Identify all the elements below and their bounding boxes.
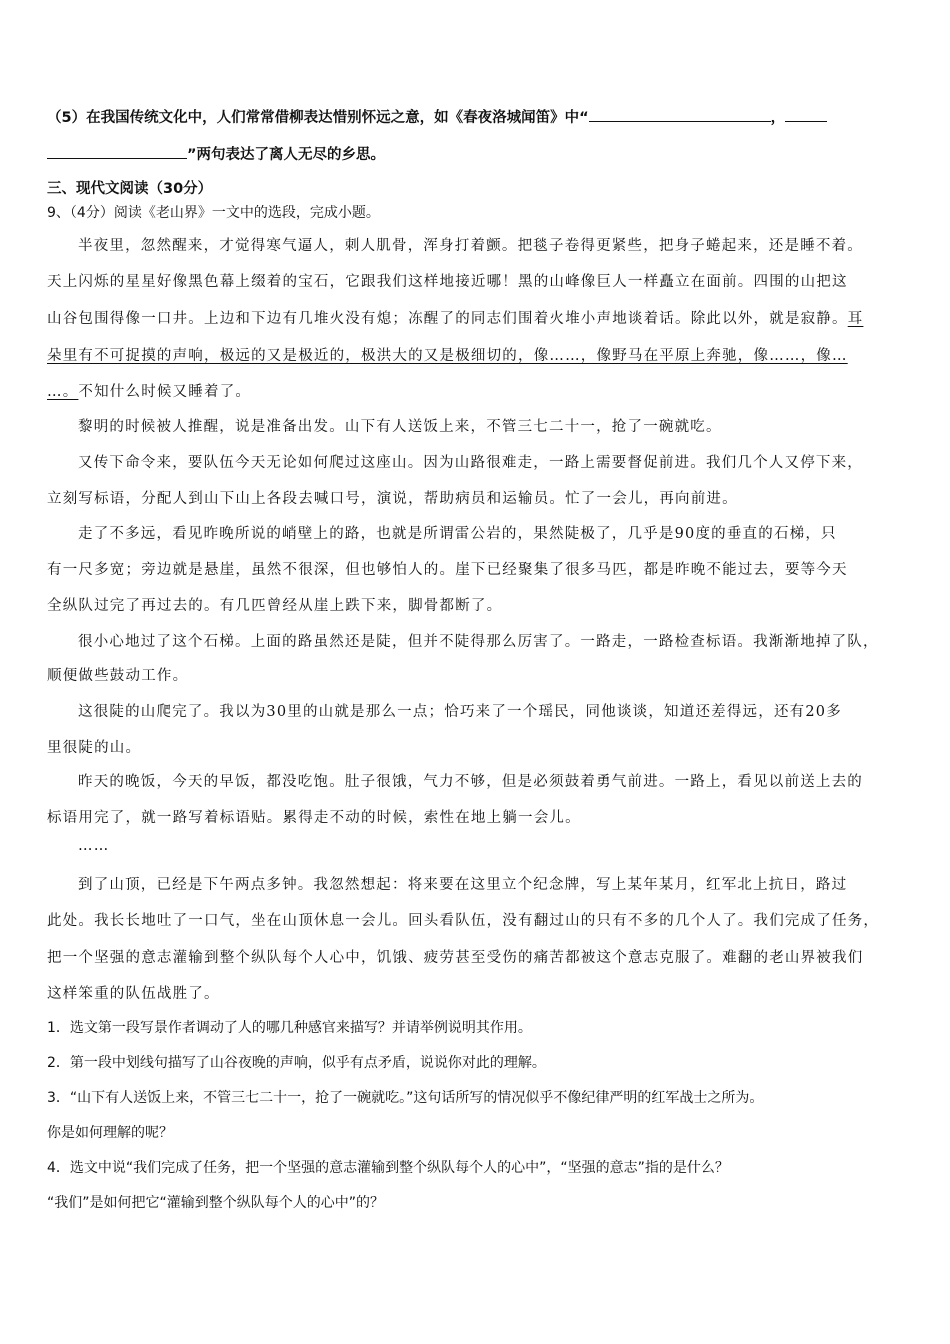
passage-line: 天上闪烁的星星好像黑色幕上缀着的宝石，它跟我们这样地接近哪！黑的山峰像巨人一样矗立在面前。四围的山把这 <box>47 274 848 290</box>
passage-line: 立刻写标语，分配人到山下山上各段去喊口号，演说，帮助病员和运输员。忙了一会儿，再向前进。 <box>47 491 738 507</box>
section-title: 三、现代文阅读（30分） <box>47 181 213 197</box>
passage-line: 顺便做些鼓动工作。 <box>47 668 189 684</box>
q5-text-part2: ”两句表达了离人无尽的乡思。 <box>187 147 386 163</box>
passage-text: 山谷包围得像一口井。上边和下边有几堆火没有熄；冻醒了的同志们围着火堆小声地谈着话。除此以外，就是寂静。 <box>47 311 848 327</box>
question-4: 4．选文中说“我们完成了任务，把一个坚强的意志灌输到整个纵队每个人的心中”，“坚强的意志”指的是什么？ <box>47 1160 729 1176</box>
passage-line: 这样笨重的队伍战胜了。 <box>47 986 220 1002</box>
passage-line <box>47 307 863 328</box>
question-1: 1．选文第一段写景作者调动了人的哪几种感官来描写？并请举例说明其作用。 <box>47 1020 532 1036</box>
passage-text: 不知什么时候又睡着了。 <box>78 384 252 400</box>
underlined-sentence: 朵里有不可捉摸的声响，极远的又是极近的，极洪大的又是极细切的，像……，像野马在平原上奔驰，像……，像… <box>47 348 848 364</box>
passage-line: 有一尺多宽；旁边就是悬崖，虽然不很深，但也够怕人的。崖下已经聚集了很多马匹，都是昨晚不能过去，要等今天 <box>47 562 848 578</box>
passage-line: 此处。我长长地吐了一口气，坐在山顶休息一会儿。回头看队伍，没有翻过山的只有不多的几个人了。我们完成了任务， <box>47 913 880 929</box>
question-2: 2．第一段中划线句描写了山谷夜晚的声响，似乎有点矛盾，说说你对此的理解。 <box>47 1055 546 1071</box>
passage-line: 黎明的时候被人推醒，说是准备出发。山下有人送饭上来，不管三七二十一，抢了一碗就吃。 <box>78 419 722 435</box>
q5-text-part1: （5）在我国传统文化中，人们常常借柳表达惜别怀远之意，如《春夜洛城闻笛》中“ <box>47 110 589 126</box>
q5-blank-1[interactable] <box>589 107 771 122</box>
passage-line: 这很陡的山爬完了。我以为30里的山就是那么一点；恰巧来了一个瑶民，同他谈谈，知道还差得远，还有20多 <box>78 704 842 720</box>
q5-line1 <box>47 106 827 127</box>
question-3-cont: 你是如何理解的呢？ <box>47 1125 173 1141</box>
passage-line: 很小心地过了这个石梯。上面的路虽然还是陡，但并不陡得那么厉害了。一路走，一路检查标语。我渐渐地掉了队， <box>78 634 879 650</box>
section-intro: 9、（4分）阅读《老山界》一文中的选段，完成小题。 <box>47 205 380 221</box>
passage-line: 里很陡的山。 <box>47 740 142 756</box>
question-4-cont: “我们”是如何把它“灌输到整个纵队每个人的心中”的？ <box>47 1195 385 1211</box>
q5-line2 <box>47 143 385 164</box>
underlined-sentence: …。 <box>47 384 79 400</box>
passage-line: 昨天的晚饭，今天的早饭，都没吃饱。肚子很饿，气力不够，但是必须鼓着勇气前进。一路上，看见以前送上去的 <box>78 774 863 790</box>
q5-blank-2-start[interactable] <box>785 107 827 122</box>
passage-line: 走了不多远，看见昨晚所说的峭壁上的路，也就是所谓雷公岩的，果然陡极了，几乎是90度的垂直的石梯，只 <box>78 526 837 542</box>
passage-line <box>47 380 251 401</box>
passage-line: 全纵队过完了再过去的。有几匹曾经从崖上跌下来，脚骨都断了。 <box>47 598 503 614</box>
passage-line: 到了山顶，已经是下午两点多钟。我忽然想起：将来要在这里立个纪念牌，写上某年某月，红军北上抗日，路过 <box>78 877 848 893</box>
q5-blank-2-end[interactable] <box>47 144 187 159</box>
passage-line: 把一个坚强的意志灌输到整个纵队每个人心中，饥饿、疲劳甚至受伤的痛苦都被这个意志克服了。难翻的老山界被我们 <box>47 950 864 966</box>
underlined-sentence: 耳 <box>847 311 864 327</box>
passage-line: 又传下命令来，要队伍今天无论如何爬过这座山。因为山路很难走，一路上需要督促前进。我们几个人又停下来， <box>78 455 863 471</box>
passage-ellipsis: …… <box>78 838 110 854</box>
passage-line: 标语用完了，就一路写着标语贴。累得走不动的时候，索性在地上躺一会儿。 <box>47 810 581 826</box>
passage-line: 半夜里，忽然醒来，才觉得寒气逼人，刺人肌骨，浑身打着颤。把毯子卷得更紧些，把身子蜷起来，还是睡不着。 <box>78 238 863 254</box>
question-3: 3．“山下有人送饭上来，不管三七二十一，抢了一碗就吃。”这句话所写的情况似乎不像纪律严明的红军战士之所为。 <box>47 1090 764 1106</box>
q5-separator: ， <box>770 110 786 126</box>
